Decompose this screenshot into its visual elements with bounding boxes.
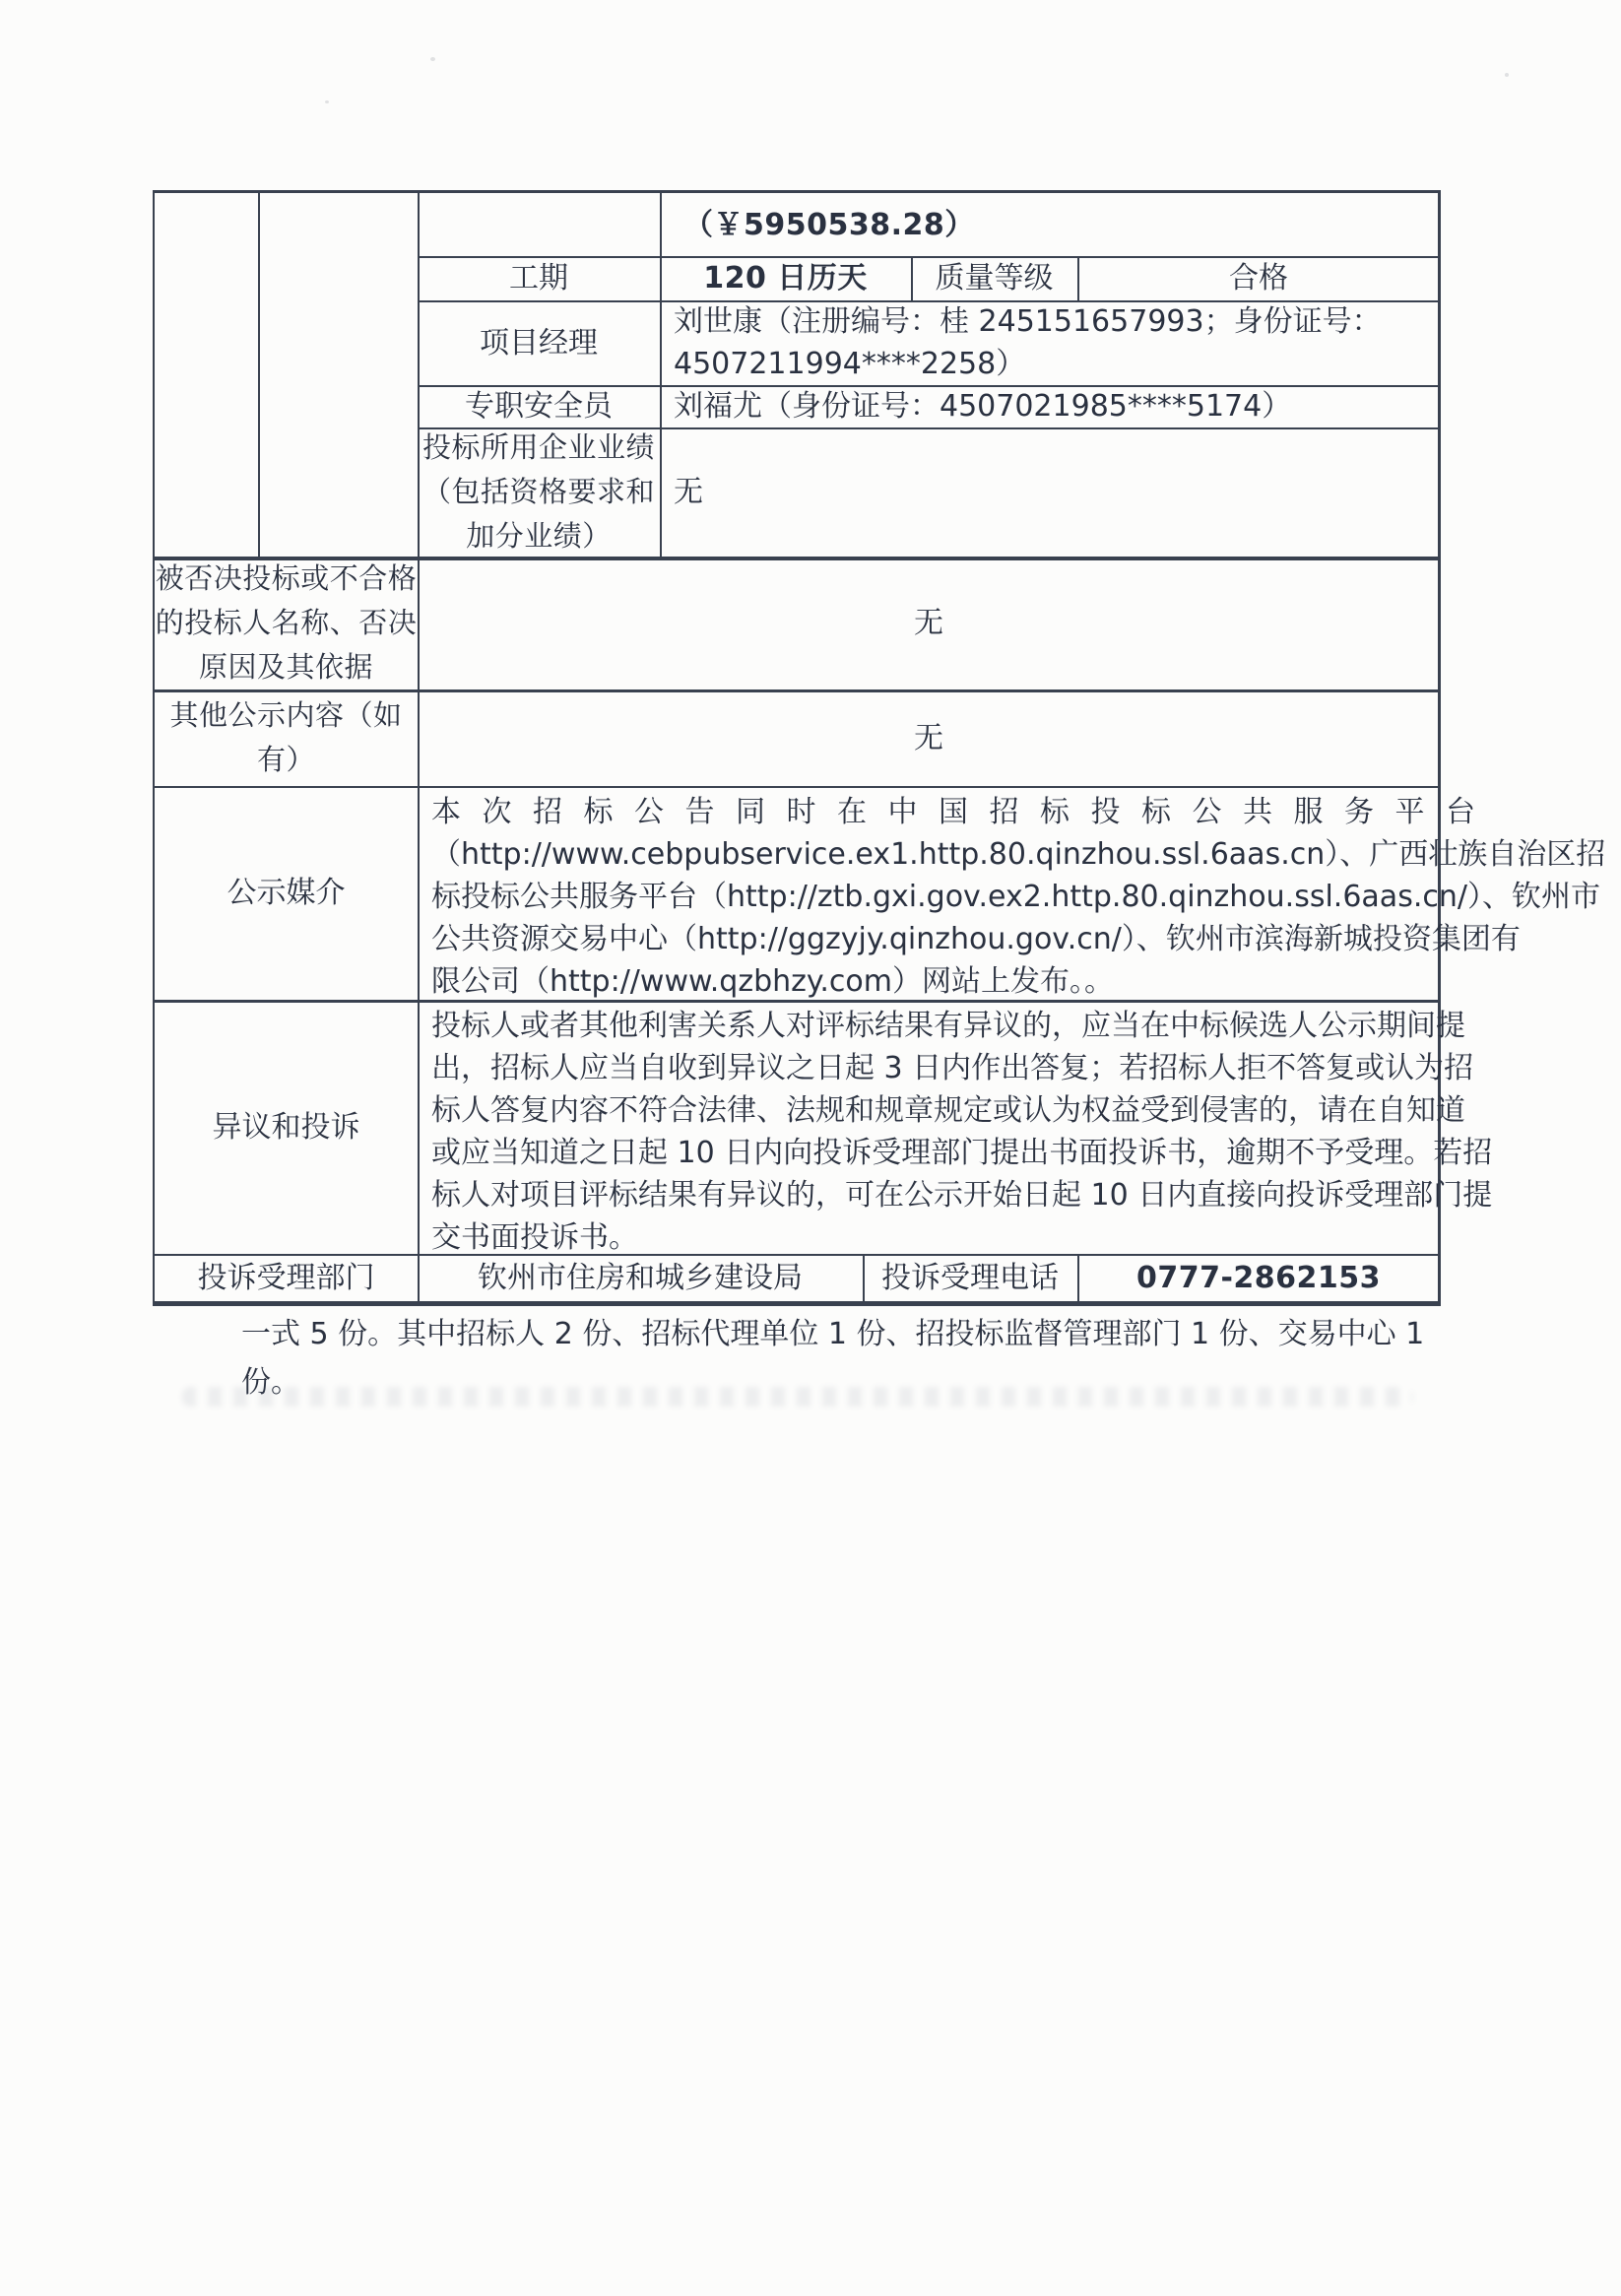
media-content-line: 公共资源交易中心（http://ggzyjy.qinzhou.gov.cn/）、钦州市滨海新城投资集团有 (431, 922, 1521, 956)
objection-content-line: 或应当知道之日起 10 日内向投诉受理部门提出书面投诉书，逾期不予受理。若招 (431, 1136, 1493, 1170)
duration-label: 工期 (509, 261, 568, 295)
media-content-line: 标投标公共服务平台（http://ztb.gxi.gov.ex2.http.80.qinzhou.ssl.6aas.cn/）、钦州市 (431, 880, 1600, 914)
bid-performance-label-line: 加分业绩） (466, 519, 612, 553)
bid-performance-label-line: （包括资格要求和 (421, 475, 655, 508)
objection-content-line: 交书面投诉书。 (431, 1220, 638, 1255)
quality-value: 合格 (1229, 261, 1288, 295)
media-content-line: （http://www.cebpubservice.ex1.http.80.qinzhou.ssl.6aas.cn）、广西壮族自治区招 (431, 837, 1606, 872)
win-price-cell: （￥5950538.28） (683, 207, 975, 242)
project-manager-value (660, 300, 1440, 385)
objection-content-line: 投标人或者其他利害关系人对评标结果有异议的，应当在中标候选人公示期间提 (431, 1009, 1465, 1043)
complaint-phone-label: 投诉受理电话 (881, 1260, 1059, 1295)
rejected-bidders-value: 无 (914, 606, 943, 640)
other-publicity-label-line: 有） (256, 743, 315, 776)
objection-content-line: 标人答复内容不符合法律、法规和规章规定或认为权益受到侵害的，请在自知道 (431, 1093, 1465, 1128)
objection-label: 异议和投诉 (212, 1109, 360, 1145)
media-content-line: 本次招标公告同时在中国招标投标公共服务平台 (431, 795, 1497, 829)
other-publicity-label (155, 689, 418, 786)
media-label: 公示媒介 (227, 876, 346, 910)
media-content (418, 786, 1606, 1000)
bid-performance-value: 无 (674, 475, 703, 509)
copies-note-line1: 一式 5 份。其中招标人 2 份、招标代理单位 1 份、招投标监督管理部门 1 份、交易中心 1 (241, 1317, 1425, 1351)
bid-performance-label (418, 427, 660, 557)
complaint-phone-value: 0777-2862153 (1135, 1260, 1382, 1295)
rejected-bidders-label-line: 原因及其依据 (198, 650, 373, 684)
scan-speck (325, 100, 329, 103)
other-publicity-label-line: 其他公示内容（如 (169, 698, 403, 732)
complaint-dept-label: 投诉受理部门 (197, 1260, 375, 1295)
copies-note-line2: 份。 (241, 1365, 300, 1400)
scan-bleed-artifact (182, 1387, 1413, 1407)
rejected-bidders-label-line: 的投标人名称、否决 (155, 606, 418, 639)
duration-value: 120 日历天 (703, 261, 868, 295)
other-publicity-value: 无 (914, 720, 943, 755)
rejected-bidders-label (155, 557, 418, 689)
rejected-bidders-label-line: 被否决投标或不合格 (155, 561, 418, 595)
bid-performance-label-line: 投标所用企业业绩 (421, 430, 655, 464)
safety-officer-label: 专职安全员 (465, 389, 613, 424)
objection-content (418, 1000, 1493, 1255)
project-manager-line1: 刘世康（注册编号：桂 245151657993；身份证号： (674, 304, 1382, 339)
scan-speck (1505, 73, 1509, 77)
tender-result-table (153, 190, 1606, 1306)
project-manager-label: 项目经理 (480, 325, 598, 361)
objection-content-line: 标人对项目评标结果有异议的，可在公示开始日起 10 日内直接向投诉受理部门提 (431, 1178, 1493, 1213)
quality-label: 质量等级 (935, 261, 1054, 295)
safety-officer-value: 刘福尤（身份证号：4507021985****5174） (674, 389, 1292, 424)
project-manager-line2: 4507211994****2258） (674, 347, 1026, 381)
objection-content-line: 出，招标人应当自收到异议之日起 3 日内作出答复；若招标人拒不答复或认为招 (431, 1051, 1474, 1085)
scan-speck (430, 57, 435, 61)
media-content-line: 限公司（http://www.qzbhzy.com）网站上发布。。 (431, 964, 1114, 999)
table-gridline (258, 193, 260, 557)
complaint-dept-value: 钦州市住房和城乡建设局 (478, 1260, 803, 1295)
